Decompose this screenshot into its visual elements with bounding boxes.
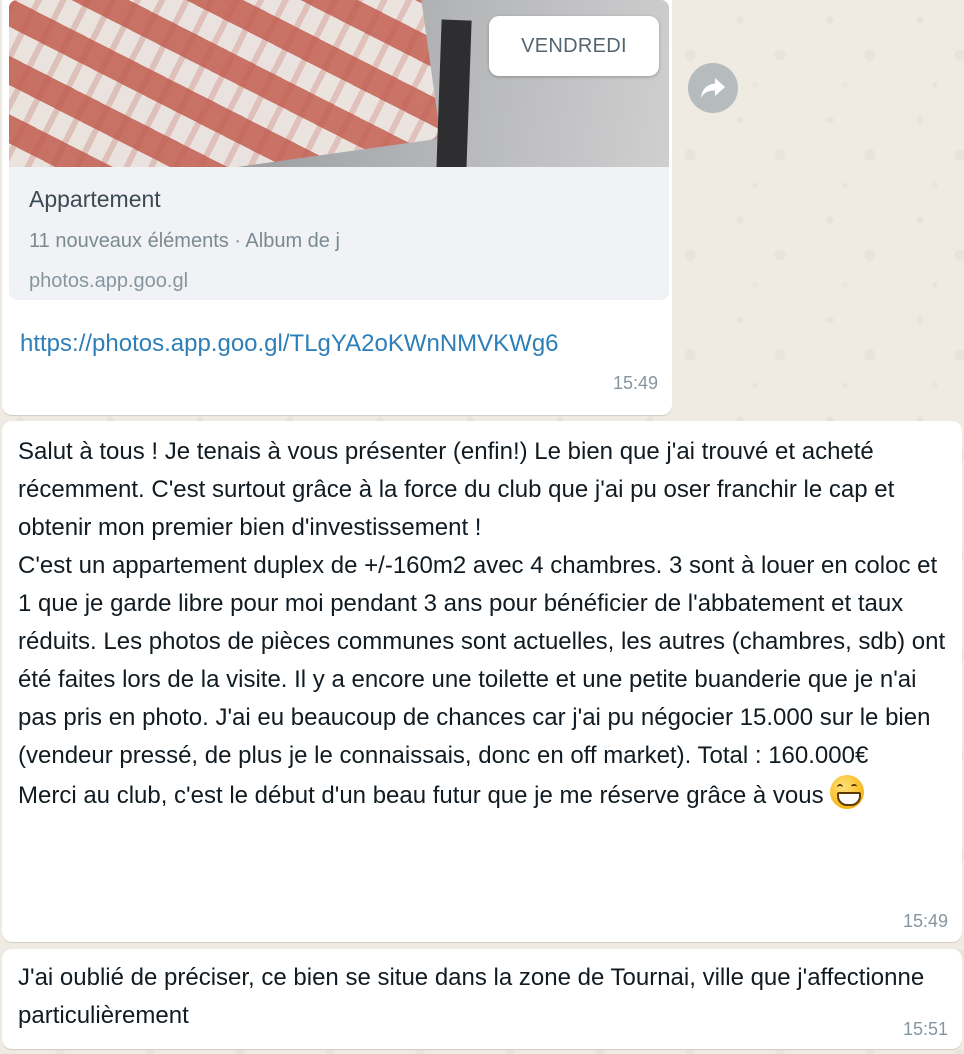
message-timestamp: 15:51 [902, 1019, 948, 1039]
message-timestamp: 15:49 [612, 373, 658, 393]
forward-button[interactable] [688, 63, 738, 113]
preview-title: Appartement [29, 186, 161, 212]
message-text-content: Salut à tous ! Je tenais à vous présenter (enfin!) Le bien que j'ai trouvé et acheté récemment. C'est surtout grâce à la force du club que j'ai pu oser franchir le cap et obtenir mon premier bien d'investissement ! C'est un appartement duplex de +/-160m2 avec 4 chambres. 3 sont à louer en coloc et 1 que je garde libre pour moi pendant 3 ans pour bénéficier de l'abbatement et taux réduits. Les photos de pièces communes sont actuelles, les autres (chambres, sdb) ont été faites lors de la visite. Il y a encore une toilette et une petite buanderie que je n'ai pas pris en photo. J'ai eu beaucoup de chances car j'ai pu négocier 15.000 sur le bien (vendeur pressé, de plus je le connaissais, donc en off market). Total : 160.000€ Merci au club, c'est le début d'un beau futur que je me réserve grâce à vous [18, 438, 946, 809]
date-chip: VENDREDI [489, 16, 659, 76]
message-timestamp: 15:49 [902, 911, 948, 931]
preview-thumbnail[interactable] [9, 0, 669, 167]
grinning-face-emoji-icon [830, 775, 864, 809]
message-bubble[interactable] [2, 421, 962, 942]
preview-photo-bedspread [9, 0, 441, 167]
preview-domain: photos.app.goo.gl [29, 270, 189, 292]
link-message-bubble[interactable] [2, 0, 672, 415]
preview-photo-bedframe [436, 20, 471, 167]
message-text [18, 433, 948, 815]
forward-arrow-icon [700, 76, 726, 100]
message-text: J'ai oublié de préciser, ce bien se situe dans la zone de Tournai, ville que j'affectionne particulièrement [18, 964, 931, 1029]
message-bubble[interactable] [2, 949, 962, 1049]
redaction-mark [407, 232, 637, 256]
message-link[interactable]: https://photos.app.goo.gl/TLgYA2oKWnNMVKWg6 [20, 330, 559, 357]
link-preview-card[interactable] [9, 0, 669, 300]
preview-description: 11 nouveaux éléments · Album de j [29, 230, 340, 252]
